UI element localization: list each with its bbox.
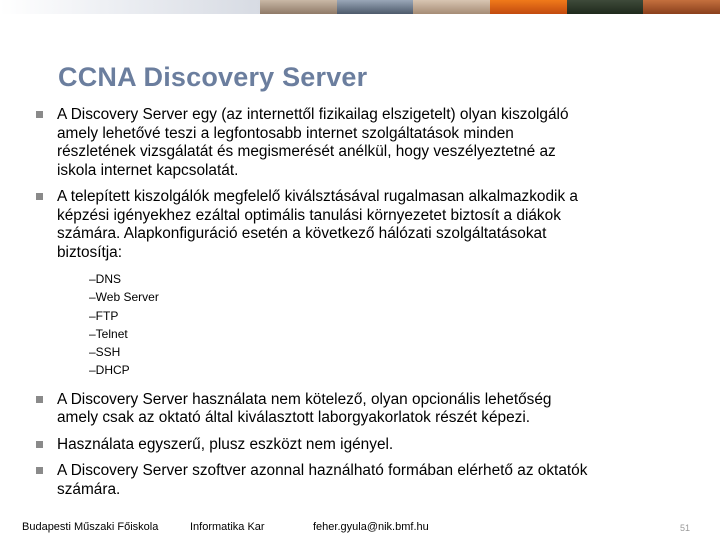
header-gradient [0, 0, 260, 14]
footer-email: feher.gyula@nik.bmf.hu [313, 521, 429, 533]
service-item: –DHCP [89, 363, 130, 378]
square-bullet-icon [36, 111, 43, 118]
page-number: 51 [680, 523, 691, 533]
square-bullet-icon [36, 441, 43, 448]
header-banner [0, 0, 720, 14]
bullet-item [36, 106, 706, 180]
header-photo [413, 0, 490, 14]
bullet-text: Használata egyszerű, plusz eszközt nem igényel. [57, 435, 394, 453]
bullet-text: A telepített kiszolgálók megfelelő kiválsztásával rugalmasan alkalmazkodik a képzési igényekhez ezáltal optimális tanulási környezetet biztosít a diákok számára. Alapkonfiguráció esetén a következő hálózati szolgáltatásokat biztosítja: [57, 188, 578, 261]
service-item: –FTP [89, 308, 119, 323]
square-bullet-icon [36, 396, 43, 403]
bullet-text: A Discovery Server szoftver azonnal haználható formában elérhető az oktatók számára. [57, 462, 588, 498]
header-photo [490, 0, 567, 14]
service-item: –Web Server [89, 290, 159, 305]
bullet-item [36, 436, 706, 455]
square-bullet-icon [36, 193, 43, 200]
header-photo [643, 0, 720, 14]
bullet-text: A Discovery Server használata nem kötelező, olyan opcionális lehetőség amely csak az oktató által kiválasztott laborgyakorlatok részét képezi. [57, 390, 552, 427]
service-item: –Telnet [89, 326, 128, 341]
square-bullet-icon [36, 467, 43, 474]
header-photo-strip [260, 0, 720, 14]
header-photo [567, 0, 644, 14]
service-item: –SSH [89, 345, 121, 360]
slide-body [36, 106, 706, 507]
slide-title: CCNA Discovery Server [58, 62, 368, 92]
bullet-text: A Discovery Server egy (az internettől fizikailag elszigetelt) olyan kiszolgáló amely lehetővé teszi a legfontosabb internet szolgáltatások minden részletének vizsgálatát és megismerését anélkül, hogy veszélyeztetné az iskola internet kapcsolatát. [57, 106, 569, 179]
bullet-item [36, 391, 706, 428]
header-photo [337, 0, 414, 14]
footer-faculty: Informatika Kar [190, 521, 265, 533]
services-list [36, 270, 706, 380]
footer-school: Budapesti Műszaki Főiskola [22, 521, 159, 533]
bullet-item [36, 188, 706, 262]
bullet-item [36, 462, 706, 499]
service-item: –DNS [89, 272, 122, 286]
header-photo [260, 0, 337, 14]
slide-footer [0, 521, 720, 537]
